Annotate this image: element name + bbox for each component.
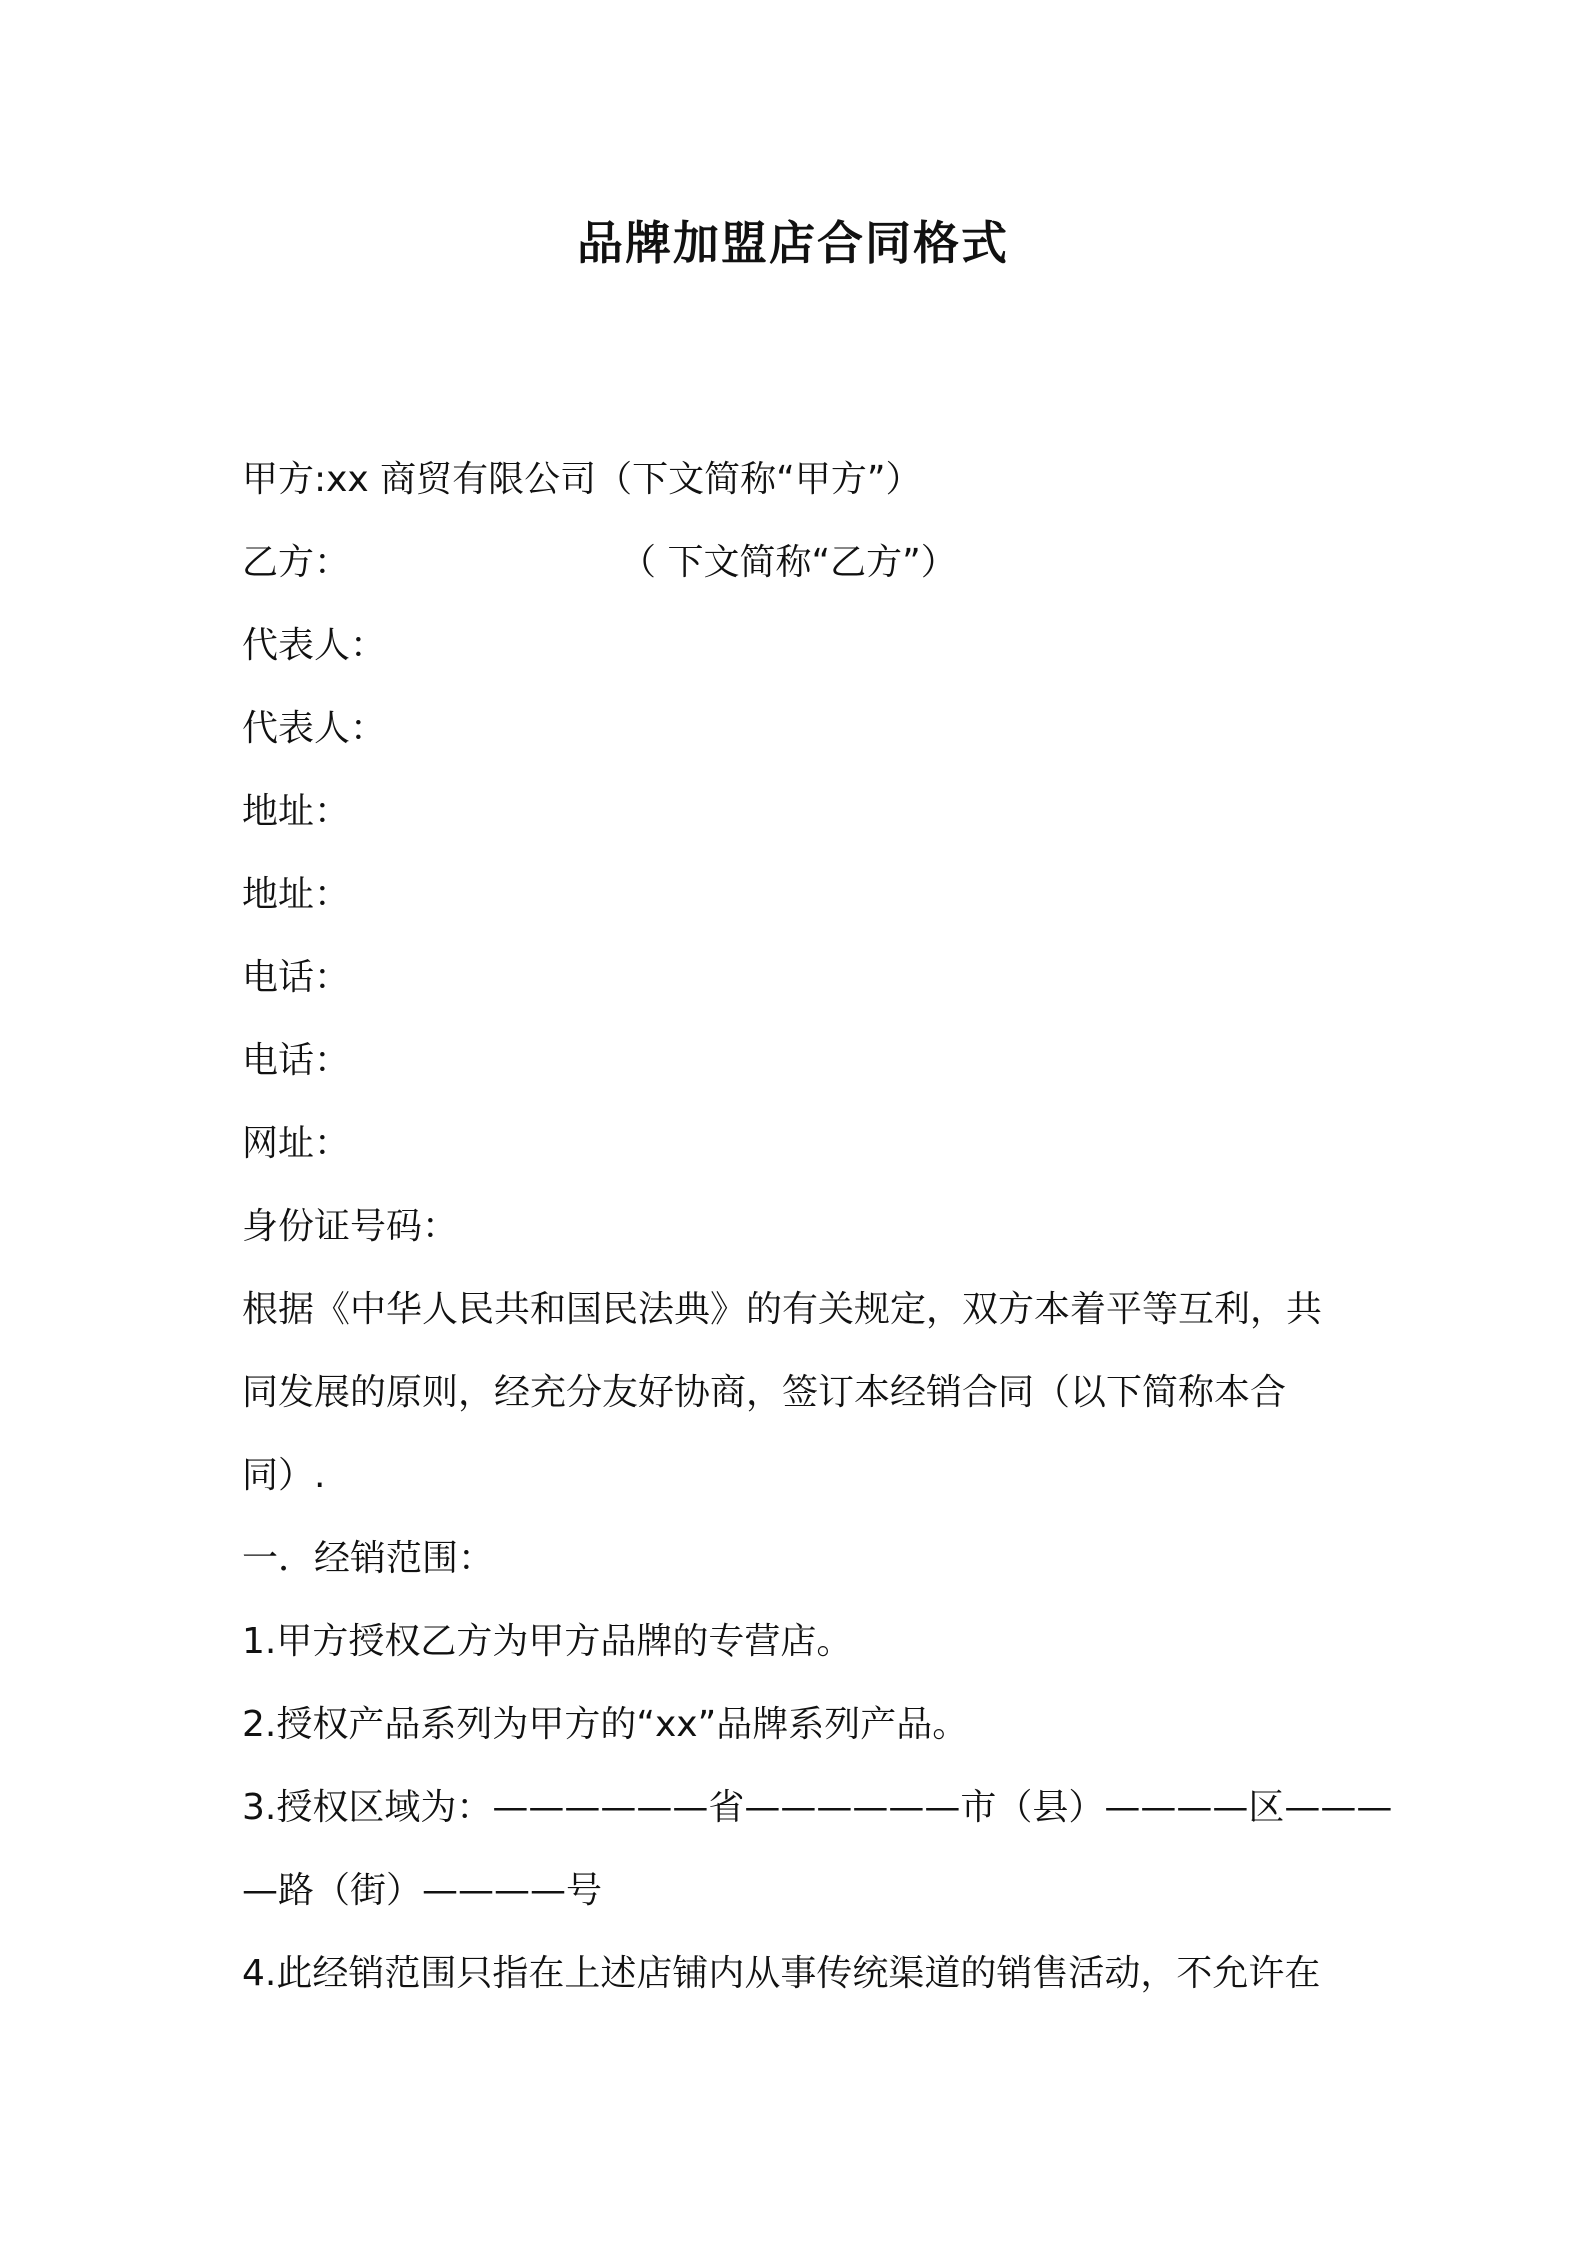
phone-b-line: 电话： bbox=[242, 1040, 351, 1081]
clause-item: 1.甲方授权乙方为甲方品牌的专营店。 bbox=[242, 1621, 853, 1662]
clause-item: 4.此经销范围只指在上述店铺内从事传统渠道的销售活动，不允许在 bbox=[242, 1953, 1321, 1994]
party-b-suffix: （ 下文简称“乙方”） bbox=[620, 542, 957, 583]
section-heading: 一．经销范围： bbox=[242, 1538, 495, 1579]
intro-paragraph-line: 同）. bbox=[242, 1455, 326, 1496]
party-a-line: 甲方:xx 商贸有限公司（下文简称“甲方”） bbox=[242, 459, 922, 500]
document-title: 品牌加盟店合同格式 bbox=[577, 216, 1009, 270]
clause-item-continuation: —路（街）————号 bbox=[242, 1870, 603, 1911]
website-line: 网址： bbox=[242, 1123, 351, 1164]
representative-a-line: 代表人： bbox=[242, 625, 387, 666]
clause-item: 2.授权产品系列为甲方的“xx”品牌系列产品。 bbox=[242, 1704, 969, 1745]
phone-a-line: 电话： bbox=[242, 957, 351, 998]
address-a-line: 地址： bbox=[242, 791, 351, 832]
id-number-line: 身份证号码： bbox=[242, 1206, 459, 1247]
clause-item: 3.授权区域为：——————省——————市（县）————区——— bbox=[242, 1787, 1393, 1828]
intro-paragraph-line: 同发展的原则，经充分友好协商，签订本经销合同（以下简称本合 bbox=[242, 1372, 1287, 1413]
intro-paragraph-line: 根据《中华人民共和国民法典》的有关规定，双方本着平等互利，共 bbox=[242, 1289, 1323, 1330]
address-b-line: 地址： bbox=[242, 874, 351, 915]
party-b-line bbox=[242, 538, 1362, 588]
party-b-label: 乙方： bbox=[242, 542, 351, 583]
representative-b-line: 代表人： bbox=[242, 708, 387, 749]
